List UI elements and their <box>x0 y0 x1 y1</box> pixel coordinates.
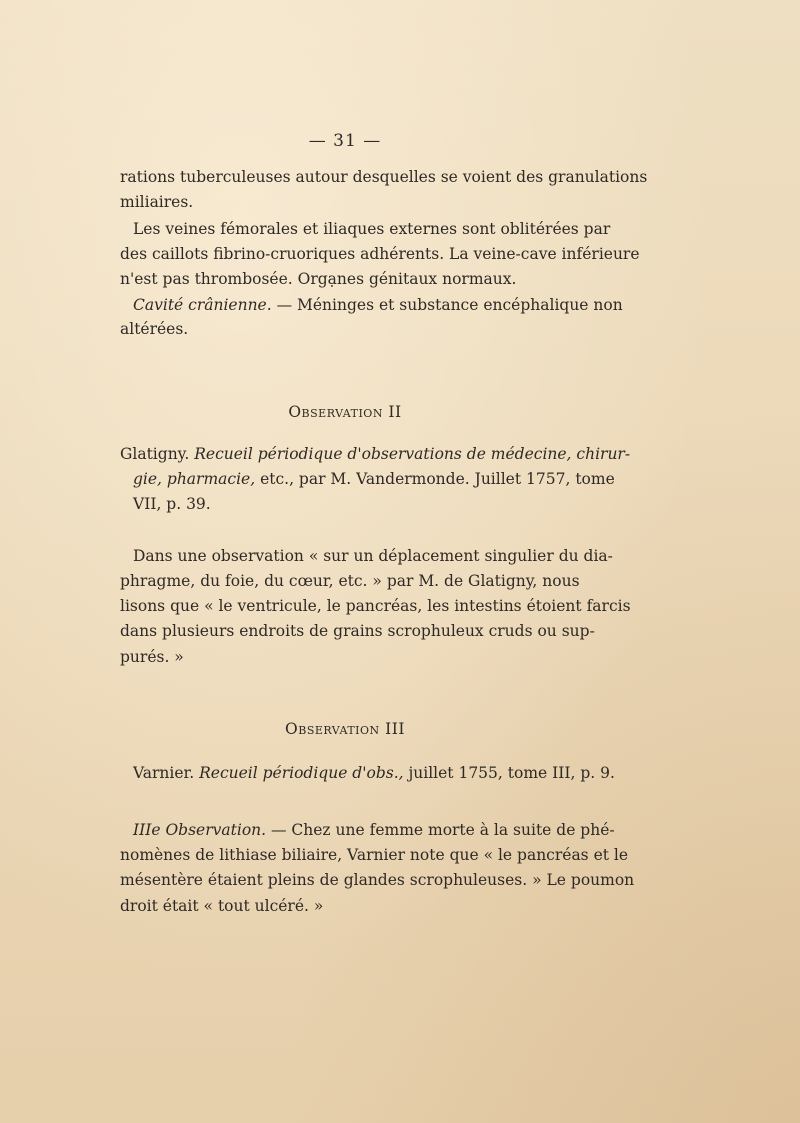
author-name: Glatigny. <box>120 445 190 463</box>
section-heading: Observation II <box>288 403 402 421</box>
text-line: mésentère étaient pleins de glandes scrophuleuses. » Le poumon <box>120 871 635 889</box>
text-line: des caillots fibrino-cruoriques adhérents. La veine-cave inférieure <box>120 245 640 263</box>
text-line: miliaires. <box>120 193 194 211</box>
text-line: dans plusieurs endroits de grains scrophuleux cruds ou sup- <box>120 622 595 640</box>
text-fragment: etc., par M. Vandermonde. Juillet 1757, tome <box>255 470 615 488</box>
publication-title: Recueil périodique d'observations de médecine, chirur- <box>189 445 631 463</box>
text-line: purés. » <box>120 648 184 666</box>
text-line: Les veines fémorales et iliaques externes sont oblitérées par <box>133 220 611 238</box>
text-line: altérées. <box>120 320 189 338</box>
text-fragment: — Chez une femme morte à la suite de phé- <box>266 821 615 839</box>
text-line: lisons que « le ventricule, le pancréas, les intestins étoient farcis <box>120 597 631 615</box>
reference-line <box>133 763 615 783</box>
section-label: Cavité crânienne. <box>133 296 272 314</box>
text-line: phragme, du foie, du cœur, etc. » par M. de Glatigny, nous <box>120 572 580 590</box>
text-line <box>133 820 615 840</box>
publication-title: Recueil périodique d'obs., <box>194 764 404 782</box>
text-fragment: — Méninges et substance encéphalique non <box>271 296 623 314</box>
text-line <box>133 295 623 315</box>
text-line: n'est pas thrombosée. Orgạnes génitaux normaux. <box>120 270 517 288</box>
author-name: Varnier. <box>133 764 195 782</box>
page-number: — 31 — <box>308 131 382 151</box>
publication-title: gie, pharmacie, <box>133 470 256 488</box>
section-heading: Observation III <box>285 720 405 738</box>
text-line: droit était « tout ulcéré. » <box>120 897 324 915</box>
text-line: nomènes de lithiase biliaire, Varnier note que « le pancréas et le <box>120 846 629 864</box>
text-line: rations tuberculeuses autour desquelles se voient des granulations <box>120 168 648 186</box>
reference-line: VII, p. 39. <box>133 495 211 513</box>
reference-line <box>133 469 615 489</box>
reference-line <box>120 444 631 464</box>
section-label: IIIe Observation. <box>133 821 267 839</box>
text-fragment: juillet 1755, tome III, p. 9. <box>403 764 615 782</box>
text-line: Dans une observation « sur un déplacement singulier du dia- <box>133 547 613 565</box>
